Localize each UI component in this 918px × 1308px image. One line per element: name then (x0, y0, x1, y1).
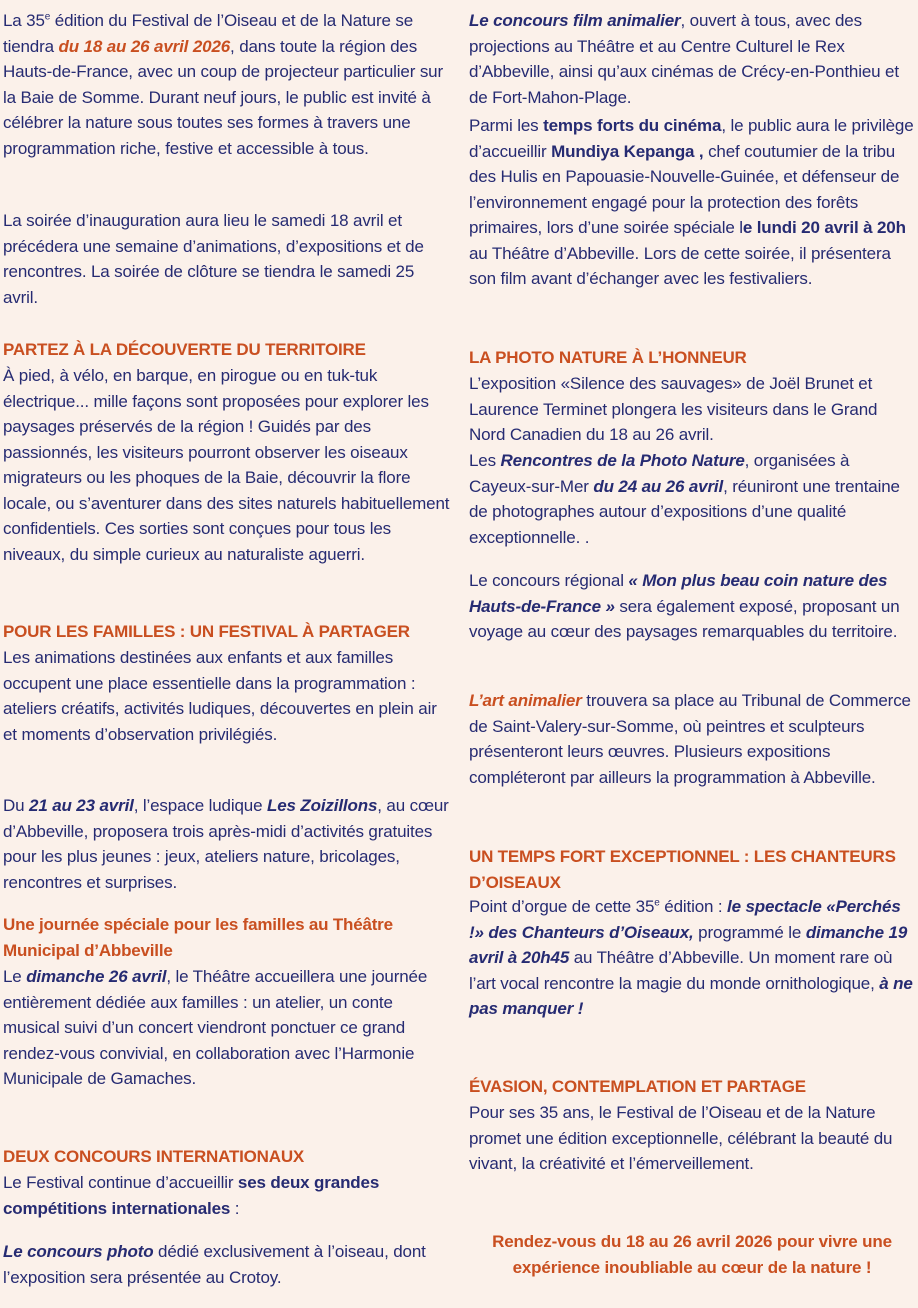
rencontres-paragraph: Les Rencontres de la Photo Nature, organisées à Cayeux-sur-Mer du 24 au 26 avril, réuniront une trentaine de photographes autour d’expositions d’une qualité exceptionnelle. . (469, 451, 900, 547)
concours-heading: DEUX CONCOURS INTERNATIONAUX (3, 1147, 305, 1166)
photo-nature-heading: LA PHOTO NATURE À L’HONNEUR (469, 348, 747, 367)
regional-paragraph: Le concours régional « Mon plus beau coin nature des Hauts-de-France » sera également exposé, proposant un voyage au cœur des paysages remarquables du territoire. (469, 571, 900, 641)
film-paragraph: Le concours film animalier, ouvert à tous, avec des projections au Théâtre et au Centre Culturel le Rex d’Abbeville, ainsi qu’aux cinémas de Crécy-en-Ponthieu et de Fort-Mahon-Plage. (469, 11, 899, 107)
chanteurs-paragraph: Point d’orgue de cette 35e édition : le spectacle «Perchés !» des Chanteurs d’Oiseaux, programmé le dimanche 19 avril à 20h45 au Théâtre d’Abbeville. Un moment rare où l’art vocal rencontre la magie du monde ornithologique, à ne pas manquer ! (469, 897, 913, 1018)
zoizillons-paragraph: Du 21 au 23 avril, l’espace ludique Les Zoizillons, au cœur d’Abbeville, proposera trois après-midi d’activités gratuites pour les plus jeunes : jeux, ateliers nature, bricolages, rencontres et surprises. (3, 796, 449, 892)
concours-paragraph: Le Festival continue d’accueillir ses deux grandes compétitions internationales : (3, 1173, 380, 1218)
concours-photo-paragraph: Le concours photo dédié exclusivement à l’oiseau, dont l’exposition sera présentée au Crotoy. (3, 1242, 426, 1287)
journee-paragraph: Le dimanche 26 avril, le Théâtre accueillera une journée entièrement dédiée aux familles : un atelier, un conte musical suivi d’un concert viendront ponctuer ce grand rendez-vous convivial, en collaboration avec l’Harmonie Municipale de Gamaches. (3, 967, 428, 1088)
evasion-paragraph: Pour ses 35 ans, le Festival de l’Oiseau et de la Nature promet une édition exceptionnelle, célébrant la beauté du vivant, la créativité et l’émerveillement. (469, 1103, 893, 1173)
chanteurs-heading: UN TEMPS FORT EXCEPTIONNEL : LES CHANTEURS D’OISEAUX (469, 847, 896, 892)
familles-heading: POUR LES FAMILLES : UN FESTIVAL À PARTAGER (3, 622, 410, 641)
closing-statement: Rendez-vous du 18 au 26 avril 2026 pour vivre une expérience inoubliable au cœur de la nature ! (492, 1232, 892, 1277)
cinema-paragraph: Parmi les temps forts du cinéma, le public aura le privilège d’accueillir Mundiya Kepanga , chef coutumier de la tribu des Hulis en Papouasie-Nouvelle-Guinée, et défenseur de l’environnement engagé pour la protection des forêts primaires, lors d’une soirée spéciale le lundi 20 avril à 20h au Théâtre d’Abbeville. Lors de cette soirée, il présentera son film avant d’échanger avec les festivaliers. (469, 116, 914, 288)
evasion-heading: ÉVASION, CONTEMPLATION ET PARTAGE (469, 1077, 806, 1096)
expo-paragraph: L’exposition «Silence des sauvages» de Joël Brunet et Laurence Terminet plongera les visiteurs dans le Grand Nord Canadien du 18 au 26 avril. (469, 374, 878, 444)
intro-paragraph: La 35e édition du Festival de l’Oiseau et de la Nature se tiendra du 18 au 26 avril 2026, dans toute la région des Hauts-de-France, avec un coup de projecteur particulier sur la Baie de Somme. Durant neuf jours, le public est invité à célébrer la nature sous toutes ses formes à travers une programmation riche, festive et accessible à tous. (3, 11, 443, 158)
journee-heading: Une journée spéciale pour les familles au Théâtre Municipal d’Abbeville (3, 915, 393, 960)
inauguration-paragraph: La soirée d’inauguration aura lieu le samedi 18 avril et précédera une semaine d’animations, d’expositions et de rencontres. La soirée de clôture se tiendra le samedi 25 avril. (3, 211, 424, 307)
territoire-heading: PARTEZ À LA DÉCOUVERTE DU TERRITOIRE (3, 340, 366, 359)
art-paragraph: L’art animalier trouvera sa place au Tribunal de Commerce de Saint-Valery-sur-Somme, où peintres et sculpteurs présenteront leurs œuvres. Plusieurs expositions compléteront par ailleurs la programmation à Abbeville. (469, 691, 911, 787)
familles-paragraph: Les animations destinées aux enfants et aux familles occupent une place essentielle dans la programmation : ateliers créatifs, activités ludiques, découvertes en plein air et moments d’observation privilégiés. (3, 648, 437, 744)
territoire-paragraph: À pied, à vélo, en barque, en pirogue ou en tuk-tuk électrique... mille façons sont proposées pour explorer les paysages préservés de la région ! Guidés par des passionnés, les visiteurs pourront observer les oiseaux migrateurs ou les phoques de la Baie, découvrir la flore locale, ou s’aventurer dans des sites naturels habituellement confidentiels. Ces sorties sont conçues pour tous les niveaux, du simple curieux au naturaliste aguerri. (3, 366, 450, 564)
